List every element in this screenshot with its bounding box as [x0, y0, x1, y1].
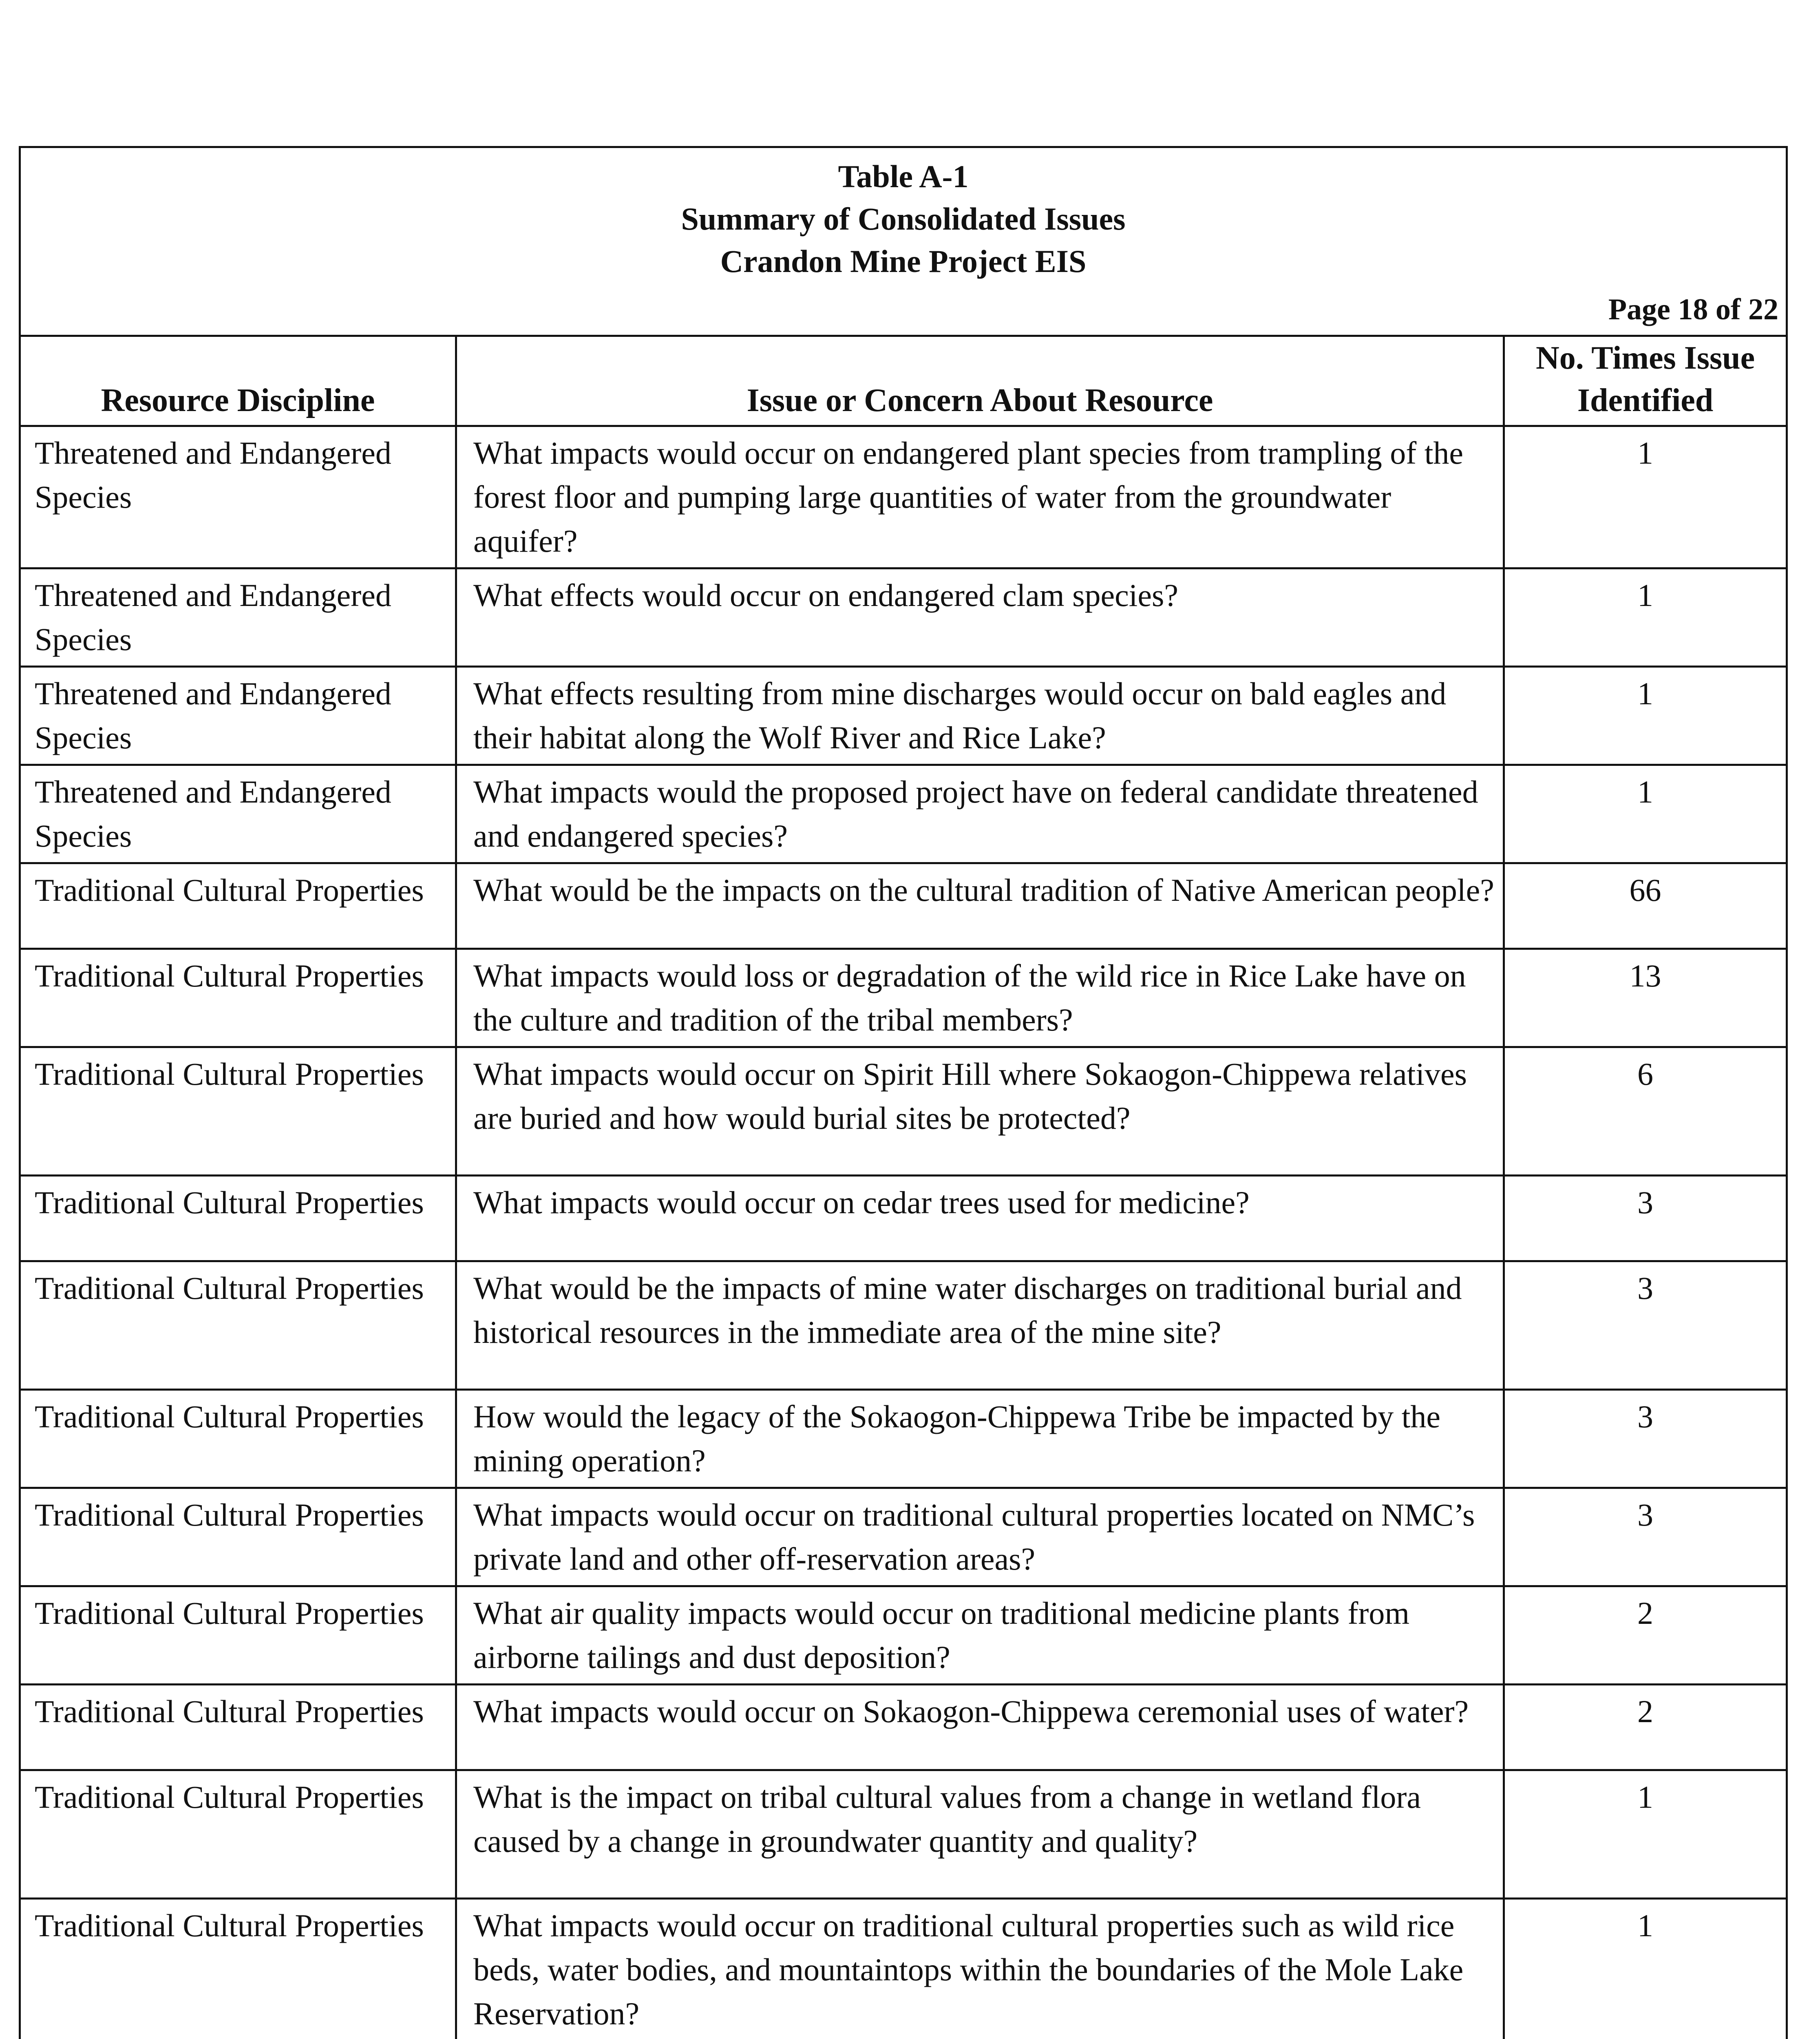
issue-cell: What impacts would occur on traditional cultural properties such as wild rice beds, water bodies, and mountaintops within the boundaries of the Mole Lake Reservation?	[456, 1899, 1504, 2039]
resource-discipline-cell: Traditional Cultural Properties	[20, 1176, 456, 1261]
page-label: Page 18 of 22	[1608, 293, 1779, 326]
issue-cell: What impacts would the proposed project have on federal candidate threatened and endangered species?	[456, 765, 1504, 863]
table-row	[20, 1390, 1787, 1488]
table-subtitle: Summary of Consolidated Issues	[681, 201, 1126, 237]
times-identified-cell: 6	[1504, 1047, 1787, 1176]
times-identified-cell: 13	[1504, 949, 1787, 1047]
table-row	[20, 1586, 1787, 1685]
resource-discipline-cell: Traditional Cultural Properties	[20, 1899, 456, 2039]
table-row	[20, 1899, 1787, 2039]
times-identified-cell: 1	[1504, 1770, 1787, 1899]
resource-discipline-cell: Threatened and Endangered Species	[20, 568, 456, 667]
times-identified-cell: 3	[1504, 1488, 1787, 1586]
issue-cell: What impacts would occur on endangered plant species from trampling of the forest floor and pumping large quantities of water from the groundwater aquifer?	[456, 426, 1504, 568]
issue-cell: What is the impact on tribal cultural values from a change in wetland flora caused by a change in groundwater quantity and quality?	[456, 1770, 1504, 1899]
resource-discipline-cell: Traditional Cultural Properties	[20, 1261, 456, 1390]
issue-cell: What impacts would occur on Sokaogon-Chippewa ceremonial uses of water?	[456, 1685, 1504, 1770]
table-row	[20, 1047, 1787, 1176]
issue-cell: What effects resulting from mine discharges would occur on bald eagles and their habitat along the Wolf River and Rice Lake?	[456, 667, 1504, 765]
times-identified-cell: 2	[1504, 1685, 1787, 1770]
times-identified-cell: 1	[1504, 568, 1787, 667]
issue-cell: How would the legacy of the Sokaogon-Chippewa Tribe be impacted by the mining operation?	[456, 1390, 1504, 1488]
resource-discipline-cell: Traditional Cultural Properties	[20, 1047, 456, 1176]
title-row	[20, 147, 1787, 336]
resource-discipline-cell: Traditional Cultural Properties	[20, 1488, 456, 1586]
issue-cell: What would be the impacts on the cultural tradition of Native American people?	[456, 863, 1504, 949]
issue-cell: What air quality impacts would occur on traditional medicine plants from airborne tailings and dust deposition?	[456, 1586, 1504, 1685]
table-row	[20, 1770, 1787, 1899]
table-row	[20, 863, 1787, 949]
table-project-name: Crandon Mine Project EIS	[720, 243, 1087, 279]
table-row	[20, 1176, 1787, 1261]
resource-discipline-cell: Traditional Cultural Properties	[20, 1770, 456, 1899]
issues-table	[19, 146, 1788, 2039]
times-identified-cell: 1	[1504, 667, 1787, 765]
resource-discipline-cell: Threatened and Endangered Species	[20, 667, 456, 765]
resource-discipline-cell: Traditional Cultural Properties	[20, 1586, 456, 1685]
times-identified-cell: 66	[1504, 863, 1787, 949]
table-body	[20, 426, 1787, 2039]
table-row	[20, 1488, 1787, 1586]
table-row	[20, 1261, 1787, 1390]
table-row	[20, 426, 1787, 568]
issue-cell: What impacts would occur on cedar trees used for medicine?	[456, 1176, 1504, 1261]
issue-cell: What impacts would occur on Spirit Hill where Sokaogon-Chippewa relatives are buried and how would burial sites be protected?	[456, 1047, 1504, 1176]
table-row	[20, 667, 1787, 765]
resource-discipline-cell: Traditional Cultural Properties	[20, 1685, 456, 1770]
table-row	[20, 949, 1787, 1047]
table-row	[20, 1685, 1787, 1770]
header-issue-concern: Issue or Concern About Resource	[456, 336, 1504, 426]
header-times-identified: No. Times Issue Identified	[1504, 336, 1787, 426]
header-row	[20, 336, 1787, 426]
issue-cell: What impacts would occur on traditional cultural properties located on NMC’s private land and other off-reservation areas?	[456, 1488, 1504, 1586]
table-title-block	[20, 147, 1787, 336]
times-identified-cell: 3	[1504, 1176, 1787, 1261]
times-identified-cell: 3	[1504, 1390, 1787, 1488]
issue-cell: What would be the impacts of mine water discharges on traditional burial and historical resources in the immediate area of the mine site?	[456, 1261, 1504, 1390]
resource-discipline-cell: Traditional Cultural Properties	[20, 1390, 456, 1488]
times-identified-cell: 1	[1504, 1899, 1787, 2039]
resource-discipline-cell: Traditional Cultural Properties	[20, 863, 456, 949]
resource-discipline-cell: Threatened and Endangered Species	[20, 765, 456, 863]
times-identified-cell: 3	[1504, 1261, 1787, 1390]
table-row	[20, 568, 1787, 667]
issue-cell: What effects would occur on endangered clam species?	[456, 568, 1504, 667]
table-row	[20, 765, 1787, 863]
resource-discipline-cell: Threatened and Endangered Species	[20, 426, 456, 568]
table-title: Table A-1	[838, 159, 969, 194]
times-identified-cell: 1	[1504, 426, 1787, 568]
times-identified-cell: 2	[1504, 1586, 1787, 1685]
times-identified-cell: 1	[1504, 765, 1787, 863]
issue-cell: What impacts would loss or degradation of the wild rice in Rice Lake have on the culture and tradition of the tribal members?	[456, 949, 1504, 1047]
header-resource-discipline: Resource Discipline	[20, 336, 456, 426]
resource-discipline-cell: Traditional Cultural Properties	[20, 949, 456, 1047]
